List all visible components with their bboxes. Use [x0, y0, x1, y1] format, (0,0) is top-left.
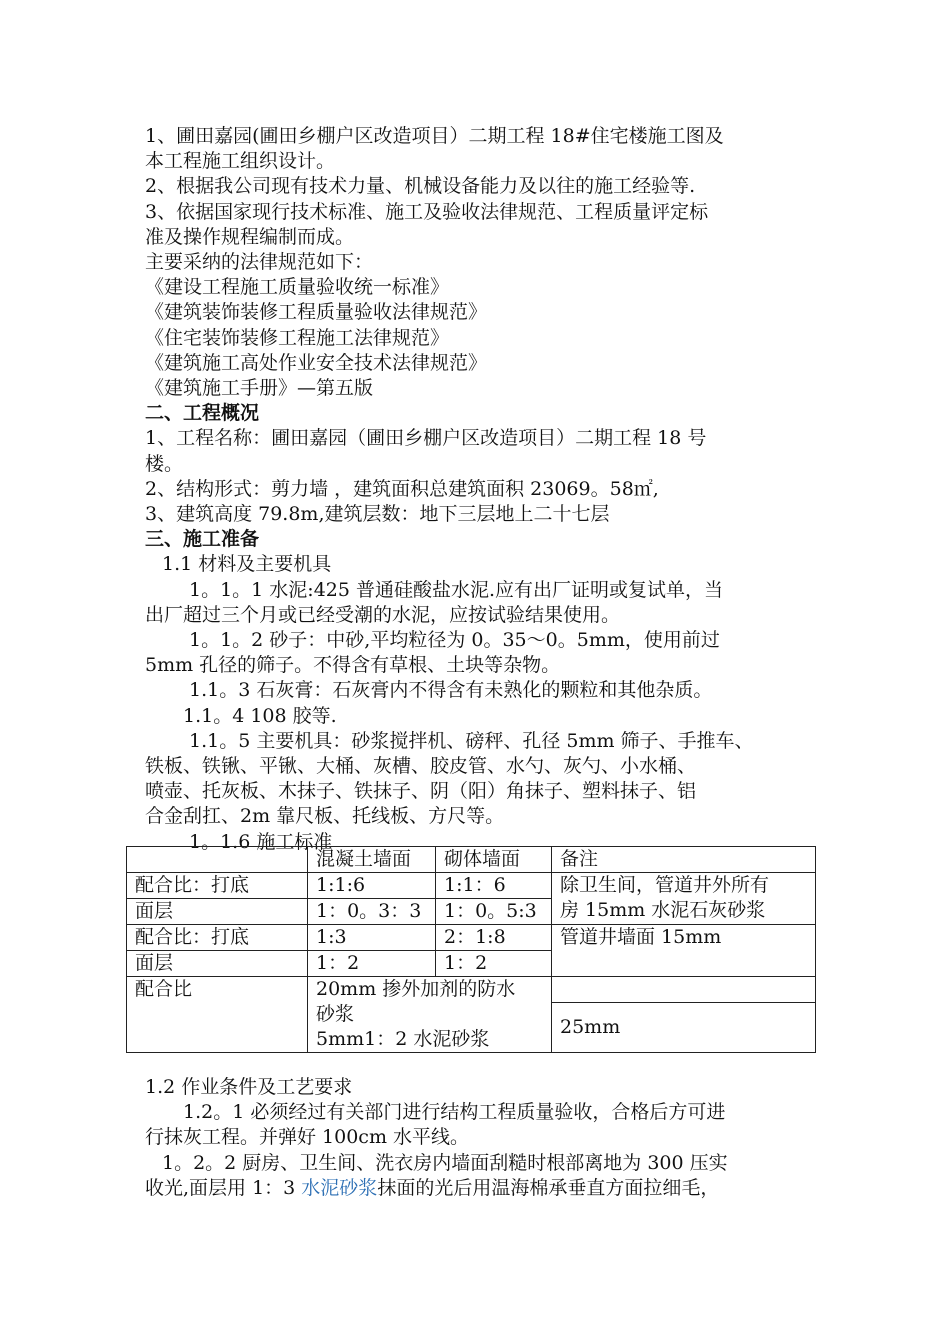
basis-item-1: 1、圃田嘉园(圃田乡棚户区改造项目）二期工程 18#住宅楼施工图及 — [145, 125, 724, 147]
table-cell: 面层 — [127, 951, 308, 977]
table-row — [127, 873, 816, 899]
table-cell-empty — [552, 977, 816, 1003]
table-cell: 配合比：打底 — [127, 873, 308, 899]
table-note-line: 除卫生间，管道井外所有 — [560, 874, 770, 896]
table-note-cell: 管道井墙面 15mm — [552, 925, 816, 977]
table-cell: 面层 — [127, 899, 308, 925]
table-header-concrete: 混凝土墙面 — [308, 847, 436, 873]
work-conditions-section — [145, 1075, 825, 1201]
table-cell: 1：0。5:3 — [436, 899, 552, 925]
material-sand: 1。1。2 砂子：中砂,平均粒径为 0。35～0。5mm，使用前过 — [189, 629, 720, 652]
main-tools-cont-3: 合金刮扛、2m 靠尺板、托线板、方尺等。 — [145, 805, 505, 828]
material-lime: 1.1。3 石灰膏：石灰膏内不得含有未熟化的颗粒和其他杂质。 — [189, 679, 713, 702]
table-cell: 配合比：打底 — [127, 925, 308, 951]
table-cell-line: 5mm1：2 水泥砂浆 — [316, 1028, 490, 1050]
table-note-cell — [552, 873, 816, 925]
main-tools-cont-1: 铁板、铁锹、平锹、大桶、灰槽、胶皮管、水勺、灰勺、小水桶、 — [145, 755, 697, 778]
material-cement-cont: 出厂超过三个月或已经受潮的水泥，应按试验结果使用。 — [145, 603, 621, 626]
section-heading-overview: 二、工程概况 — [145, 402, 260, 425]
subheading-materials: 1.1 材料及主要机具 — [162, 553, 332, 576]
table-cell: 1：2 — [308, 951, 436, 977]
standard-5: 《建筑施工手册》—第五版 — [145, 377, 374, 400]
basis-item-1-cont: 本工程施工组织设计。 — [145, 150, 336, 173]
main-tools-cont-2: 喷壶、托灰板、木抹子、铁抹子、阴（阳）角抹子、塑料抹子、铝 — [145, 780, 697, 803]
table-cell: 1:1：6 — [436, 873, 552, 899]
table-row — [127, 925, 816, 951]
table-cell: 2：1:8 — [436, 925, 552, 951]
table-cell: 25mm — [552, 1002, 816, 1052]
table-cell: 1:3 — [308, 925, 436, 951]
table-cell: 1：0。3：3 — [308, 899, 436, 925]
project-name: 1、工程名称：圃田嘉园（圃田乡棚户区改造项目）二期工程 18 号 — [145, 427, 707, 450]
condition-2-text-end: 抹面的光后用温海棉承垂直方面拉细毛， — [377, 1176, 720, 1199]
condition-2-text: 收光,面层用 1：3 — [145, 1176, 302, 1199]
basis-item-3-cont: 准及操作规程编制而成。 — [145, 225, 355, 248]
condition-1-cont: 行抹灰工程。并弹好 100cm 水平线。 — [145, 1126, 470, 1149]
subheading-standard: 1。1.6 施工标准 — [189, 830, 333, 853]
condition-1: 1.2。1 必须经过有关部门进行结构工程质量验收，合格后方可进 — [183, 1101, 726, 1124]
standard-3: 《住宅装饰装修工程施工法律规范》 — [145, 326, 450, 349]
standard-2: 《建筑装饰装修工程质量验收法律规范》 — [145, 301, 488, 324]
table-cell: 配合比 — [127, 977, 308, 1053]
table-cell-waterproof — [308, 977, 552, 1053]
document-body — [145, 124, 825, 855]
structure-form: 2、结构形式：剪力墙 ，建筑面积总建筑面积 23069。58㎡, — [145, 477, 659, 500]
table-row — [127, 977, 816, 1003]
condition-2: 1。2。2 厨房、卫生间、洗衣房内墙面刮糙时根部离地为 300 压实 — [162, 1151, 728, 1174]
standard-1: 《建设工程施工质量验收统一标准》 — [145, 276, 450, 299]
basis-item-3: 3、依据国家现行技术标准、施工及验收法律规范、工程质量评定标 — [145, 200, 709, 223]
condition-2-cont — [145, 1176, 825, 1201]
mix-ratio-table — [126, 846, 816, 1053]
table-cell — [127, 847, 308, 873]
project-name-cont: 楼。 — [145, 452, 184, 475]
table-cell: 1:1:6 — [308, 873, 436, 899]
main-tools: 1.1。5 主要机具：砂浆搅拌机、磅秤、孔径 5mm 筛子、手推车、 — [189, 729, 754, 752]
cement-mortar-link[interactable]: 水泥砂浆 — [301, 1176, 378, 1199]
material-glue: 1.1。4 108 胶等. — [183, 704, 337, 727]
standards-intro: 主要采纳的法律规范如下： — [145, 251, 374, 274]
table-header-note: 备注 — [552, 847, 816, 873]
standard-4: 《建筑施工高处作业安全技术法律规范》 — [145, 351, 488, 374]
table-cell-line: 20mm 掺外加剂的防水 — [316, 978, 516, 1000]
table-note-line: 房 15mm 水泥石灰砂浆 — [560, 899, 766, 921]
material-cement: 1。1。1 水泥:425 普通硅酸盐水泥.应有出厂证明或复试单，当 — [189, 578, 724, 601]
basis-item-2: 2、根据我公司现有技术力量、机械设备能力及以往的施工经验等. — [145, 175, 696, 198]
table-row — [127, 847, 816, 873]
table-cell-line: 砂浆 — [316, 1003, 355, 1025]
material-sand-cont: 5mm 孔径的筛子。不得含有草根、土块等杂物。 — [145, 654, 561, 677]
building-height: 3、建筑高度 79.8m,建筑层数：地下三层地上二十七层 — [145, 503, 610, 526]
subheading-work-conditions: 1.2 作业条件及工艺要求 — [145, 1076, 353, 1098]
table-header-masonry: 砌体墙面 — [436, 847, 552, 873]
section-heading-preparation: 三、施工准备 — [145, 528, 260, 551]
table-cell: 1：2 — [436, 951, 552, 977]
